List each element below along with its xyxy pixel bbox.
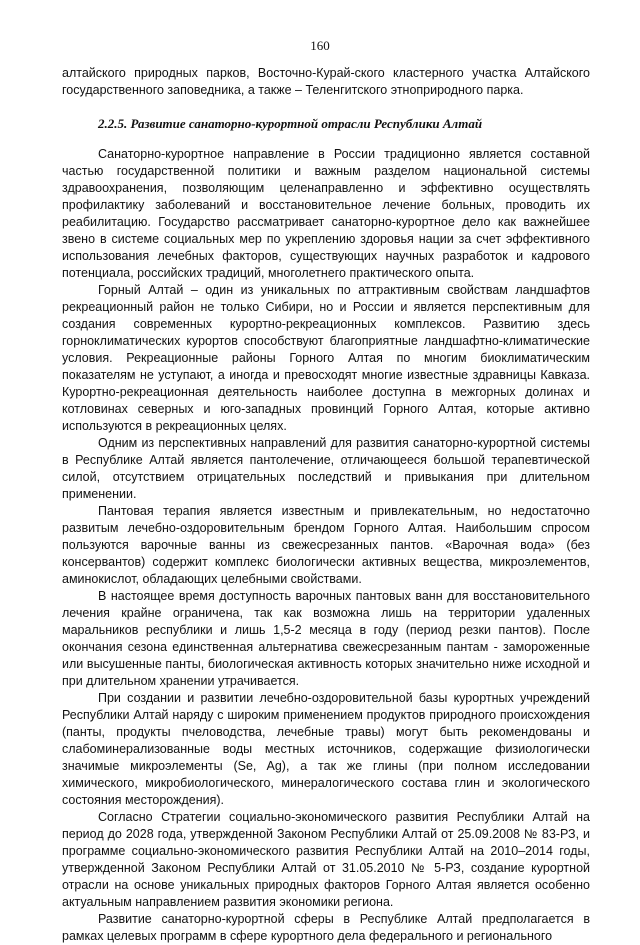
paragraph: Пантовая терапия является известным и привлекательным, но недостаточно развитым лечебно-оздоровительным брендом Горного Алтая. Наибольшим спросом пользуются варочные ванны из свежесрезанных пантов. «Варочная вода» (без консервантов) содержит комплекс биологически активных вещества, микроэлементов, аминокислот, обладающих целебными свойствами. (62, 504, 590, 586)
intro-paragraph: алтайского природных парков, Восточно-Курай-ского кластерного участка Алтайского государственного заповедника, а также – Теленгитского этноприродного парка. (62, 66, 590, 97)
paragraph: Горный Алтай – один из уникальных по аттрактивным свойствам ландшафтов рекреационный район не только Сибири, но и России и является перспективным для создания современных курортно-рекреационных комплексов. Развитию здесь горноклиматических курортов способствуют благоприятные ландшафтно-климатические условия. Рекреационные районы Горного Алтая по многим биоклиматическим показателям не уступают, а иногда и превосходят многие известные здравницы Кавказа. Курортно-рекреационная деятельность наиболее доступна в межгорных долинах и котловинах северных и юго-западных провинций Горного Алтая, которые активно используются в рекреационных целях. (62, 283, 590, 433)
paragraph: Согласно Стратегии социально-экономического развития Республики Алтай на период до 2028 года, утвержденной Законом Республики Алтай от 25.09.2008 № 83-РЗ, и программе социально-экономического развития Республики Алтай на 2010–2014 годы, утвержденной Законом Республики Алтай от 31.05.2010 № 5-РЗ, создание курортной отрасли на основе уникальных природных факторов Горного Алтая является особенно актуальным направлением развития экономики региона. (62, 810, 590, 909)
section-heading: 2.2.5. Развитие санаторно-курортной отрасли Республики Алтай (98, 116, 483, 131)
paragraph: Развитие санаторно-курортной сферы в Республике Алтай предполагается в рамках целевых программ в сфере курортного дела федерального и регионального (62, 912, 590, 943)
page-number: 160 (310, 38, 330, 53)
paragraph: Одним из перспективных направлений для развития санаторно-курортной системы в Республике Алтай является пантолечение, отличающееся большой терапевтической силой, отсутствием отрицательных последствий и привыкания при длительном применении. (62, 436, 590, 501)
paragraph: Санаторно-курортное направление в России традиционно является составной частью государственной политики и важным разделом национальной системы здравоохранения, позволяющим целенаправленно и эффективно осуществлять профилактику заболеваний и восстановительное лечение больных, проводить их реабилитацию. Государство рассматривает санаторно-курортное дело как важнейшее звено в системе социальных мер по укреплению здоровья нации за счет эффективного использования лечебных факторов, существующих научных разработок и кадрового потенциала, российских традиций, многолетнего практического опыта. (62, 147, 590, 280)
body-text (62, 65, 590, 945)
paragraph: При создании и развитии лечебно-оздоровительной базы курортных учреждений Республики Алтай наряду с широким применением продуктов природного происхождения (панты, продукты пчеловодства, лечебные травы) могут быть рекомендованы и слабоминерализованные воды местных источников, содержащие физиологически значимые микроэлементы (Se, Ag), а так же глины (при полном исследовании химического, микробиологического, минералогического состава глин и экологического состояния месторождения). (62, 691, 590, 807)
paragraph: В настоящее время доступность варочных пантовых ванн для восстановительного лечения крайне ограничена, так как возможна лишь на территории удаленных маральников республики и лишь 1,5-2 месяца в году (период резки пантов). После окончания сезона единственная альтернатива свежесрезанным пантам - замороженные или высушенные панты, биологическая активность которых значительно ниже исходной и при длительном хранении утрачивается. (62, 589, 590, 688)
